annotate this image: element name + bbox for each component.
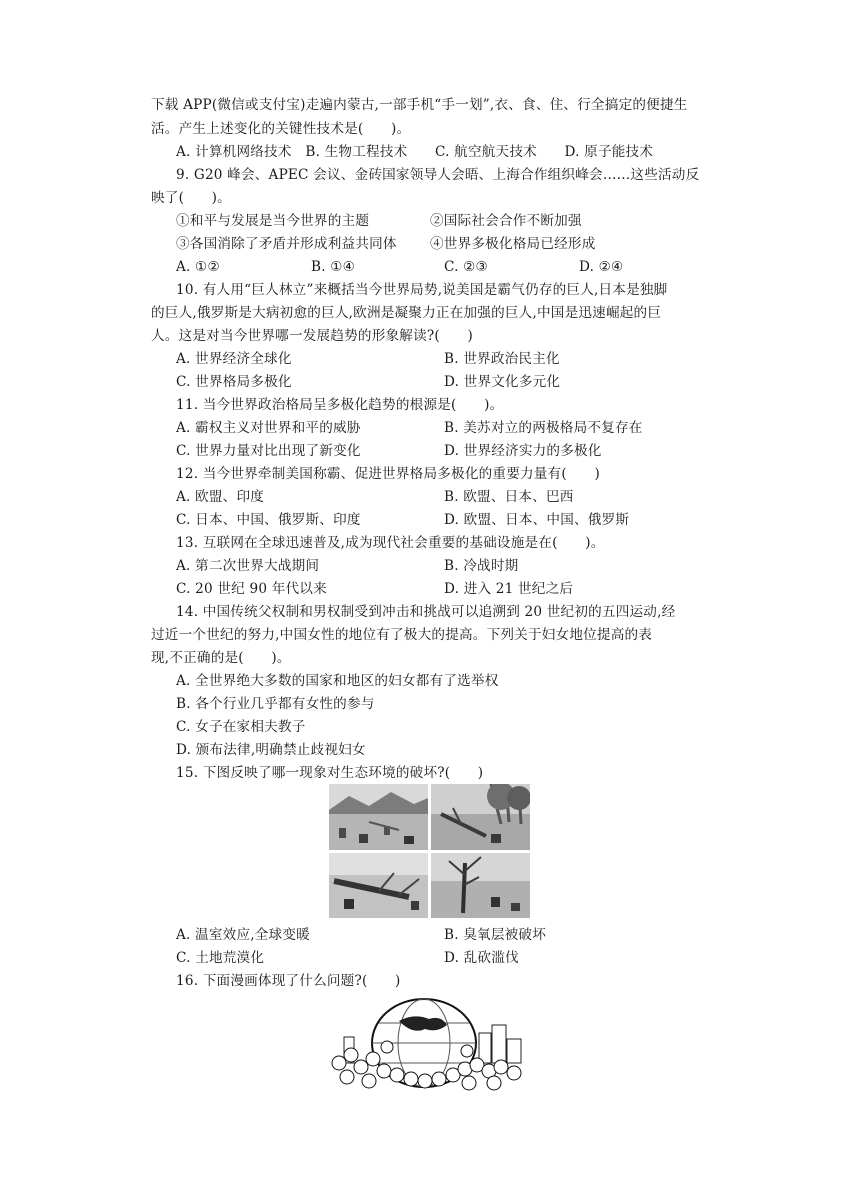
q12-option-c: C. 日本、中国、俄罗斯、印度 <box>176 512 361 528</box>
overpopulation-cartoon <box>329 993 528 1091</box>
q9-option-d: D. ②④ <box>579 259 624 275</box>
q15-stem: 15. 下图反映了哪一现象对生态环境的破坏?( ) <box>176 765 484 781</box>
q9-option-a: A. ①② <box>176 259 220 275</box>
q12-option-b: B. 欧盟、日本、巴西 <box>444 489 574 505</box>
dead-tree-photo-4 <box>431 853 530 918</box>
q11-option-d: D. 世界经济实力的多极化 <box>444 443 602 459</box>
q14-option-a: A. 全世界绝大多数的国家和地区的妇女都有了选举权 <box>176 673 499 689</box>
q13-option-b: B. 冷战时期 <box>444 558 519 574</box>
q15-option-a: A. 温室效应,全球变暖 <box>176 927 310 943</box>
q11-stem: 11. 当今世界政治格局呈多极化趋势的根源是( )。 <box>176 397 504 413</box>
q9-statement-2: ②国际社会合作不断加强 <box>430 213 582 229</box>
q11-option-a: A. 霸权主义对世界和平的威胁 <box>176 420 361 436</box>
q15-figure <box>329 784 530 918</box>
q9-statement-3: ③各国消除了矛盾并形成利益共同体 <box>176 236 397 252</box>
q13-option-c: C. 20 世纪 90 年代以来 <box>176 581 327 597</box>
q10-option-c: C. 世界格局多极化 <box>176 374 292 390</box>
q11-option-c: C. 世界力量对比出现了新变化 <box>176 443 361 459</box>
q8-stem-line1: 下载 APP(微信或支付宝)走遍内蒙古,一部手机“手一划”,衣、食、住、行全搞定的便捷生 <box>151 97 688 113</box>
q14-stem-line2: 过近一个世纪的努力,中国女性的地位有了极大的提高。下列关于妇女地位提高的表 <box>151 627 653 643</box>
fallen-tree-photo-2 <box>431 784 530 850</box>
q15-option-d: D. 乱砍滥伐 <box>444 950 519 966</box>
q10-stem-line3: 人。这是对当今世界哪一发展趋势的形象解读?( ) <box>151 328 473 344</box>
q14-stem-line1: 14. 中国传统父权制和男权制受到冲击和挑战可以追溯到 20 世纪初的五四运动,经 <box>176 604 676 620</box>
q9-statement-1: ①和平与发展是当今世界的主题 <box>176 213 370 229</box>
q9-stem-line1: 9. G20 峰会、APEC 会议、金砖国家领导人会晤、上海合作组织峰会……这些活动反 <box>176 167 700 183</box>
q14-option-c: C. 女子在家相夫教子 <box>176 719 306 735</box>
q9-statement-4: ④世界多极化格局已经形成 <box>430 236 596 252</box>
q16-stem: 16. 下面漫画体现了什么问题?( ) <box>176 973 401 989</box>
q13-stem: 13. 互联网在全球迅速普及,成为现代社会重要的基础设施是在( )。 <box>176 535 605 551</box>
q12-option-a: A. 欧盟、印度 <box>176 489 265 505</box>
tree-stumps-photo-1 <box>329 784 428 850</box>
q10-stem-line2: 的巨人,俄罗斯是大病初愈的巨人,欧洲是凝聚力正在加强的巨人,中国是迅速崛起的巨 <box>151 305 662 321</box>
q11-option-b: B. 美苏对立的两极格局不复存在 <box>444 420 643 436</box>
q13-option-a: A. 第二次世界大战期间 <box>176 558 320 574</box>
q14-option-d: D. 颁布法律,明确禁止歧视妇女 <box>176 742 366 758</box>
q9-option-c: C. ②③ <box>444 259 488 275</box>
q15-option-c: C. 土地荒漠化 <box>176 950 265 966</box>
q8-stem-line2: 活。产生上述变化的关键性技术是( )。 <box>151 121 411 137</box>
q15-option-b: B. 臭氧层被破坏 <box>444 927 546 943</box>
cut-log-photo-3 <box>329 853 428 918</box>
q10-option-a: A. 世界经济全球化 <box>176 351 292 367</box>
q12-stem: 12. 当今世界牵制美国称霸、促进世界格局多极化的重要力量有( ) <box>176 466 600 482</box>
q8-options: A. 计算机网络技术 B. 生物工程技术 C. 航空航天技术 D. 原子能技术 <box>176 144 654 160</box>
q10-option-b: B. 世界政治民主化 <box>444 351 560 367</box>
q10-option-d: D. 世界文化多元化 <box>444 374 561 390</box>
q10-stem-line1: 10. 有人用“巨人林立”来概括当今世界局势,说美国是霸气仍存的巨人,日本是独脚 <box>176 282 668 298</box>
q13-option-d: D. 进入 21 世纪之后 <box>444 581 574 597</box>
q9-stem-line2: 映了( )。 <box>151 190 231 206</box>
q14-option-b: B. 各个行业几乎都有女性的参与 <box>176 696 375 712</box>
q9-option-b: B. ①④ <box>311 259 356 275</box>
q12-option-d: D. 欧盟、日本、中国、俄罗斯 <box>444 512 630 528</box>
q14-stem-line3: 现,不正确的是( )。 <box>151 650 291 666</box>
